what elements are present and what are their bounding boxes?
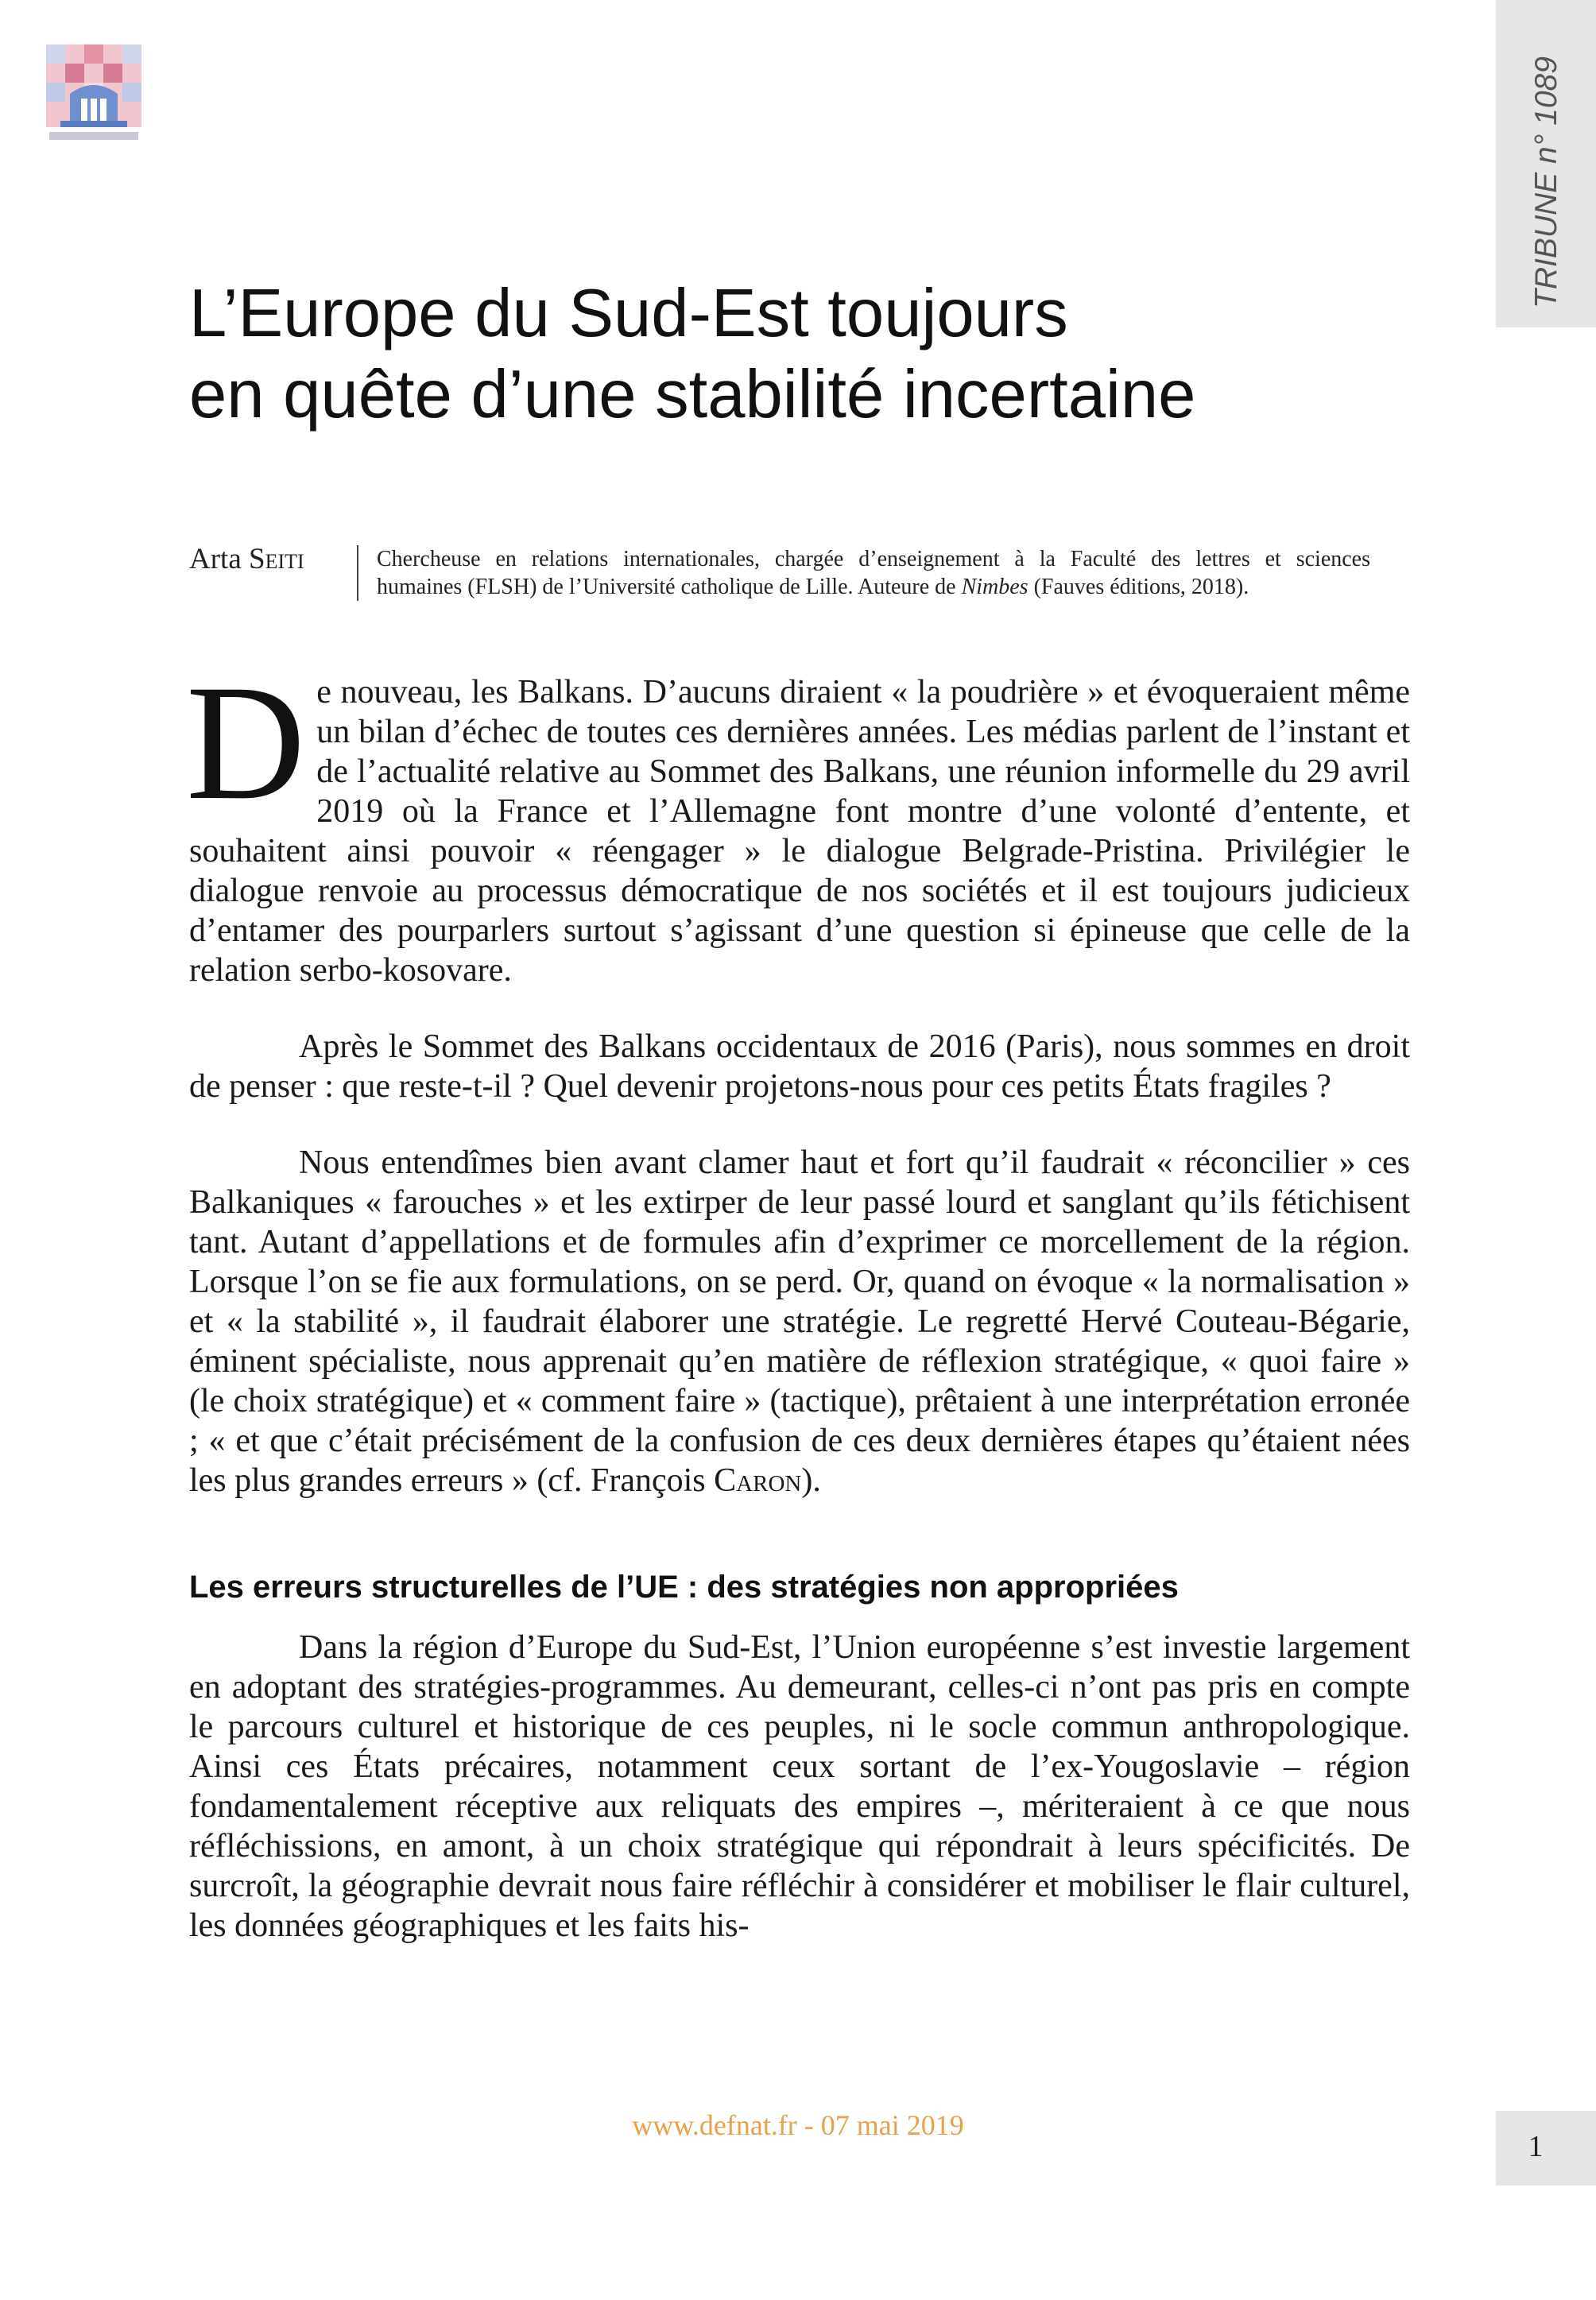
title-line-1: L’Europe du Sud-Est toujours: [189, 276, 1068, 351]
footer-source: www.defnat.fr - 07 mai 2019: [632, 2109, 964, 2141]
drop-cap: D: [186, 651, 306, 834]
author-first-name: Arta: [189, 543, 249, 575]
paragraph-3-text: Nous entendîmes bien avant clamer haut et fort qu’il faudrait « réconcilier » ces Balkaniques « farouches » et les extirper de leur passé lourd et sanglant qu’ils fétichisent tant. Autant d’appellations et de formules afin d’exprimer ce morcellement de la région. Lorsque l’on se fie aux formulations, on se perd. Or, quand on évoque « la normalisation » et « la stabilité », il faudrait élaborer une stratégie. Le regretté Hervé Couteau-Bégarie, éminent spécialiste, nous apprenait qu’en matière de réflexion stratégique, « quoi faire » (le choix stratégique) et « comment faire » (tactique), prêtaient à une interprétation erronée ; « et que c’était précisément de la confusion de ces deux dernières étapes qu’étaient nées les plus grandes erreurs » (cf. François: [189, 1144, 1410, 1499]
paragraph-4: Dans la région d’Europe du Sud-Est, l’Union européenne s’est investie largement en adoptant des stratégies-programmes. Au demeurant, celles-ci n’ont pas pris en compte le parcours culturel et historique de ces peuples, ni le socle commun anthropologique. Ainsi ces États précaires, notamment ceux sortant de l’ex-Yougoslavie – région fondamentalement réceptive aux reliquats des empires –, mériteraient à ce que nous réfléchissions, en amont, à un choix stratégique qui répondrait à leurs spécificités. De surcroît, la géographie devrait nous faire réfléchir à considérer et mobiliser le flair culturel, les données géographiques et les faits his-: [189, 1629, 1410, 1944]
author-bio-text: humaines (FLSH) de l’Université catholique de Lille. Auteure de: [377, 575, 962, 599]
author-bio: [377, 545, 1370, 601]
author-bio-line-2: [377, 573, 1370, 601]
author-last-name: Seiti: [249, 543, 304, 575]
cited-author: Caron: [714, 1462, 802, 1499]
paragraph-1-text: e nouveau, les Balkans. D’aucuns diraient « la poudrière » et évoqueraient même un bilan d’échec de toutes ces dernières années. Les médias parlent de l’instant et de l’actualité relative au Sommet des Balkans, une réunion informelle du 29 avril 2019 où la France et l’Allemagne font montre d’une volonté d’entente, et souhaitent ainsi pouvoir « réengager » le dialogue Belgrade-Pristina. Privilégier le dialogue renvoie au processus démocratique de nos sociétés et il est toujours judicieux d’entamer des pourparlers surtout s’agissant d’une question si épineuse que celle de la relation serbo-kosovare.: [189, 674, 1410, 989]
paragraph-3-end: ).: [801, 1462, 821, 1499]
title-line-2: en quête d’une stabilité incertaine: [189, 357, 1196, 432]
article-title: [189, 273, 1429, 436]
section-heading: Les erreurs structurelles de l’UE : des stratégies non appropriées: [189, 1570, 1179, 1605]
paragraph-1: [186, 651, 1410, 990]
paragraph-3: [189, 1143, 1410, 1500]
author-name: [189, 542, 304, 577]
book-title: Nimbes: [961, 575, 1028, 599]
paragraph-2: Après le Sommet des Balkans occidentaux de 2016 (Paris), nous sommes en droit de penser : que reste-t-il ? Quel devenir projetons-nous pour ces petits États fragiles ?: [189, 1028, 1410, 1105]
issue-label: TRIBUNE n° 1089: [1529, 56, 1563, 308]
author-bio-line-1: Chercheuse en relations internationales, chargée d’enseignement à la Faculté des lettres et sciences: [377, 547, 1370, 571]
author-divider: [357, 545, 358, 601]
author-bio-publisher: (Fauves éditions, 2018).: [1028, 575, 1249, 599]
publication-logo-icon: [46, 45, 141, 143]
page-number: 1: [1528, 2130, 1544, 2163]
article-body: [186, 651, 1410, 1982]
